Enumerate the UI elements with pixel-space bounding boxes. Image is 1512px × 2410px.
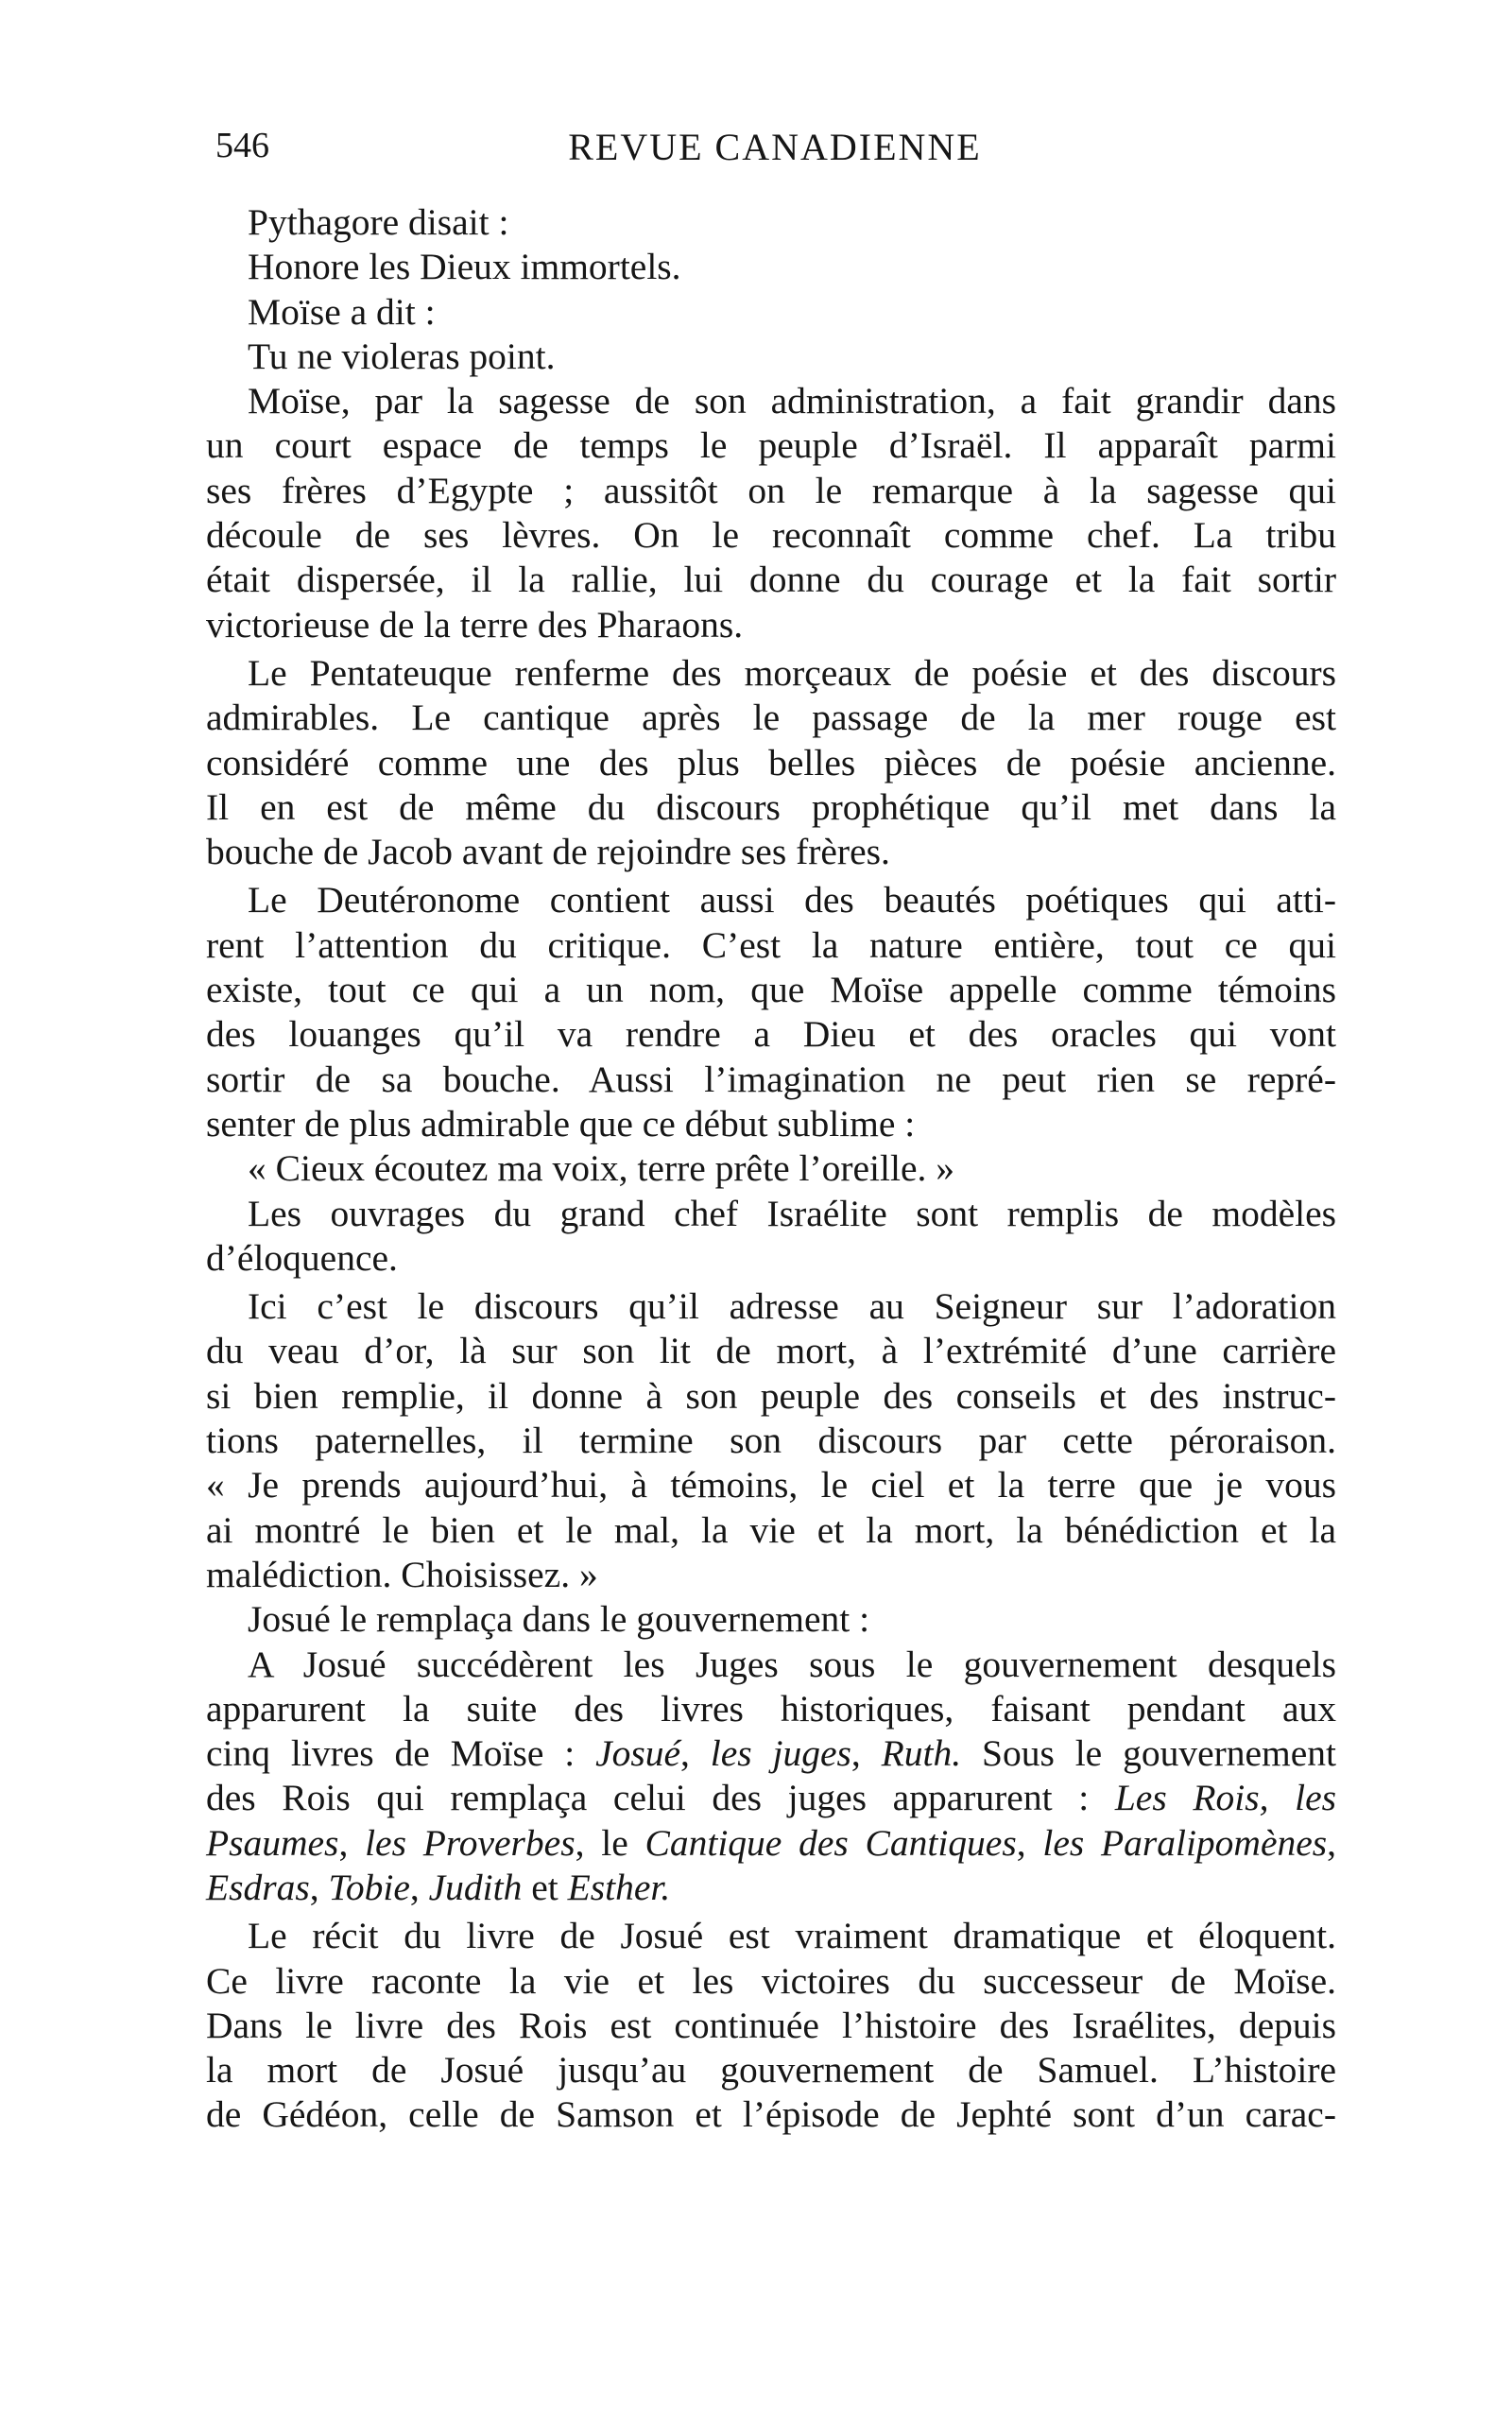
text-line: Il en est de même du discours prophétique qu’il met dans la [206,785,1336,828]
book-title: les Proverbes [365,1821,576,1864]
text-line: Ici c’est le discours qu’il adresse au Seigneur sur l’adoration [248,1285,1336,1328]
page-number: 546 [215,126,269,165]
text-line: Les ouvrages du grand chef Israélite sont remplis de modèles [248,1192,1336,1234]
text-line: Moïse a dit : [248,290,436,333]
text-line: Le Deutéronome contient aussi des beautés poétiques qui atti- [248,879,1336,921]
text-line: « Je prends aujourd’hui, à témoins, le ciel et la terre que je vous [206,1464,1336,1506]
text-line: un court espace de temps le peuple d’Israël. Il apparaît parmi [206,424,1336,467]
text-line: était dispersée, il la rallie, lui donne du courage et la fait sortir [206,559,1336,601]
text-run: , [1016,1821,1043,1864]
book-title: Cantique des Cantiques [644,1821,1017,1864]
body-text [206,200,1336,2138]
text-line: apparurent la suite des livres historiques, faisant pendant aux [206,1687,1336,1730]
text-line: Honore les Dieux immortels. [248,246,681,288]
book-title: Les Rois, les [1114,1777,1337,1819]
text-run: Sous le gouvernement [961,1732,1337,1775]
text-line: Josué le remplaça dans le gouvernement : [248,1598,870,1641]
text-line: découle de ses lèvres. On le reconnaît comme chef. La tribu [206,514,1336,557]
page-header [210,125,1340,172]
text-line: considéré comme une des plus belles pièces de poésie ancienne. [206,741,1336,783]
text-line: ai montré le bien et le mal, la vie et la mort, la bénédiction et la [206,1508,1336,1551]
text-line: Le récit du livre de Josué est vraiment dramatique et éloquent. [248,1915,1336,1957]
book-title: Esther. [567,1866,671,1908]
text-line: ses frères d’Egypte ; aussitôt on le remarque à la sagesse qui [206,469,1336,511]
text-line: Le Pentateuque renferme des morçeaux de poésie et des discours [248,651,1336,694]
text-line: existe, tout ce qui a un nom, que Moïse appelle comme témoins [206,969,1336,1011]
text-line-mixed [206,1776,1336,1820]
text-run: , [850,1732,882,1775]
text-run: , [680,1732,711,1775]
text-line: Moïse, par la sagesse de son administration, a fait grandir dans [248,380,1336,422]
text-line: la mort de Josué jusqu’au gouvernement de Samuel. L’histoire [206,2049,1336,2092]
text-run: , le [575,1821,645,1864]
text-line: Ce livre raconte la vie et les victoires du successeur de Moïse. [206,1959,1336,2002]
text-line: Tu ne violeras point. [248,335,556,377]
text-line: sortir de sa bouche. Aussi l’imagination ne peut rien se repré- [206,1058,1336,1100]
book-title: les juges [710,1732,851,1775]
running-title: REVUE CANADIENNE [568,126,982,168]
book-title: Esdras [206,1866,310,1908]
text-run: , [309,1866,329,1908]
text-line: senter de plus admirable que ce début sublime : [206,1102,916,1145]
text-run: cinq livres de Moïse : [206,1732,596,1775]
text-line: admirables. Le cantique après le passage de la mer rouge est [206,697,1336,739]
book-title: Josué [595,1732,681,1775]
text-line-mixed [206,1731,1336,1776]
text-line: malédiction. Choisissez. » [206,1553,598,1595]
text-line: des louanges qu’il va rendre a Dieu et des oracles qui vont [206,1013,1336,1056]
book-title: les Paralipomènes [1042,1821,1328,1864]
text-line: de Gédéon, celle de Samson et l’épisode de Jephté sont d’un carac- [206,2093,1336,2136]
text-line: victorieuse de la terre des Pharaons. [206,603,744,646]
text-line: tions paternelles, il termine son discours par cette péroraison. [206,1420,1336,1462]
text-line: A Josué succédèrent les Juges sous le gouvernement desquels [248,1643,1336,1685]
book-title: Judith [428,1866,523,1908]
text-line: rent l’attention du critique. C’est la nature entière, tout ce qui [206,923,1336,966]
text-run: des Rois qui remplaça celui des juges apparurent : [206,1777,1115,1819]
text-line: si bien remplie, il donne à son peuple des conseils et des instruc- [206,1374,1336,1417]
text-line: Pythagore disait : [248,201,509,243]
text-line: bouche de Jacob avant de rejoindre ses frères. [206,831,890,873]
text-run: , [409,1866,429,1908]
text-line: Dans le livre des Rois est continuée l’histoire des Israélites, depuis [206,2004,1336,2046]
text-line-mixed [206,1821,1336,1866]
book-title: Tobie [328,1866,410,1908]
text-line-mixed [206,1866,1336,1910]
text-line: du veau d’or, là sur son lit de mort, à l’extrémité d’une carrière [206,1330,1336,1372]
text-run: , [1327,1821,1337,1864]
book-title: Ruth. [881,1732,962,1775]
text-line: « Cieux écoutez ma voix, terre prête l’oreille. » [248,1147,954,1190]
book-title: Psaumes [206,1821,339,1864]
text-line: d’éloquence. [206,1236,398,1279]
text-run: et [522,1866,568,1908]
text-run: , [338,1821,366,1864]
